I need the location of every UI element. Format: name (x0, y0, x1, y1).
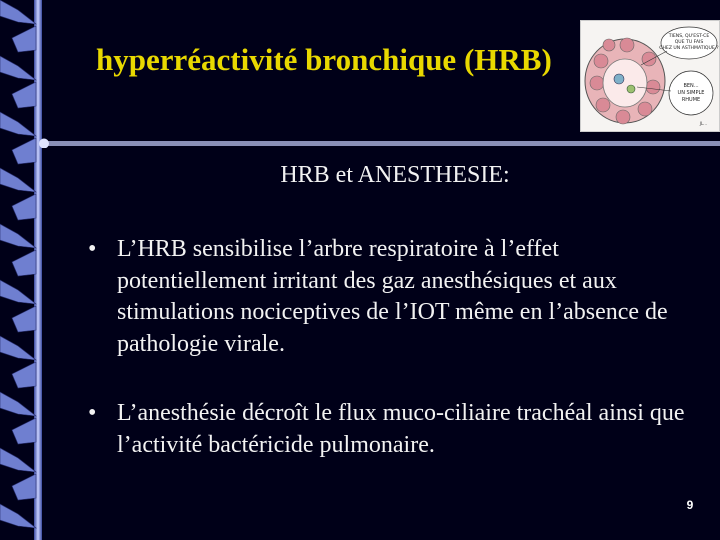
bullet-marker: • (88, 400, 97, 426)
page-number: 9 (686, 498, 694, 512)
asthma-cartoon-image (580, 20, 720, 132)
decorative-arrow-band (0, 0, 60, 540)
svg-text:UN SIMPLE: UN SIMPLE (677, 90, 705, 96)
svg-text:RHUME: RHUME (681, 97, 701, 103)
svg-text:JL...: JL... (699, 121, 707, 126)
svg-text:CHEZ UN ASTHMATIQUE ?: CHEZ UN ASTHMATIQUE ? (659, 46, 719, 51)
slide-title: hyperréactivité bronchique (HRB) (96, 42, 552, 77)
bullet-marker: • (88, 236, 97, 262)
title-divider-line (30, 138, 720, 148)
bullet-item (88, 234, 688, 360)
slide-subtitle: HRB et ANESTHESIE: (280, 162, 510, 188)
svg-text:TIENS, QU'EST-CE: TIENS, QU'EST-CE (668, 34, 710, 39)
svg-text:QUE TU FAIS: QUE TU FAIS (674, 40, 704, 45)
svg-text:BEN...: BEN... (683, 83, 699, 89)
bullet-text: L’anesthésie décroît le flux muco-ciliaire trachéal ainsi que l’activité bactéricide pulmonaire. (117, 400, 685, 458)
bullet-text: L’HRB sensibilise l’arbre respiratoire à l’effet potentiellement irritant des gaz anesthésiques et aux stimulations nociceptives de l’IOT même en l’absence de pathologie virale. (117, 236, 668, 357)
bullet-item (88, 398, 688, 461)
